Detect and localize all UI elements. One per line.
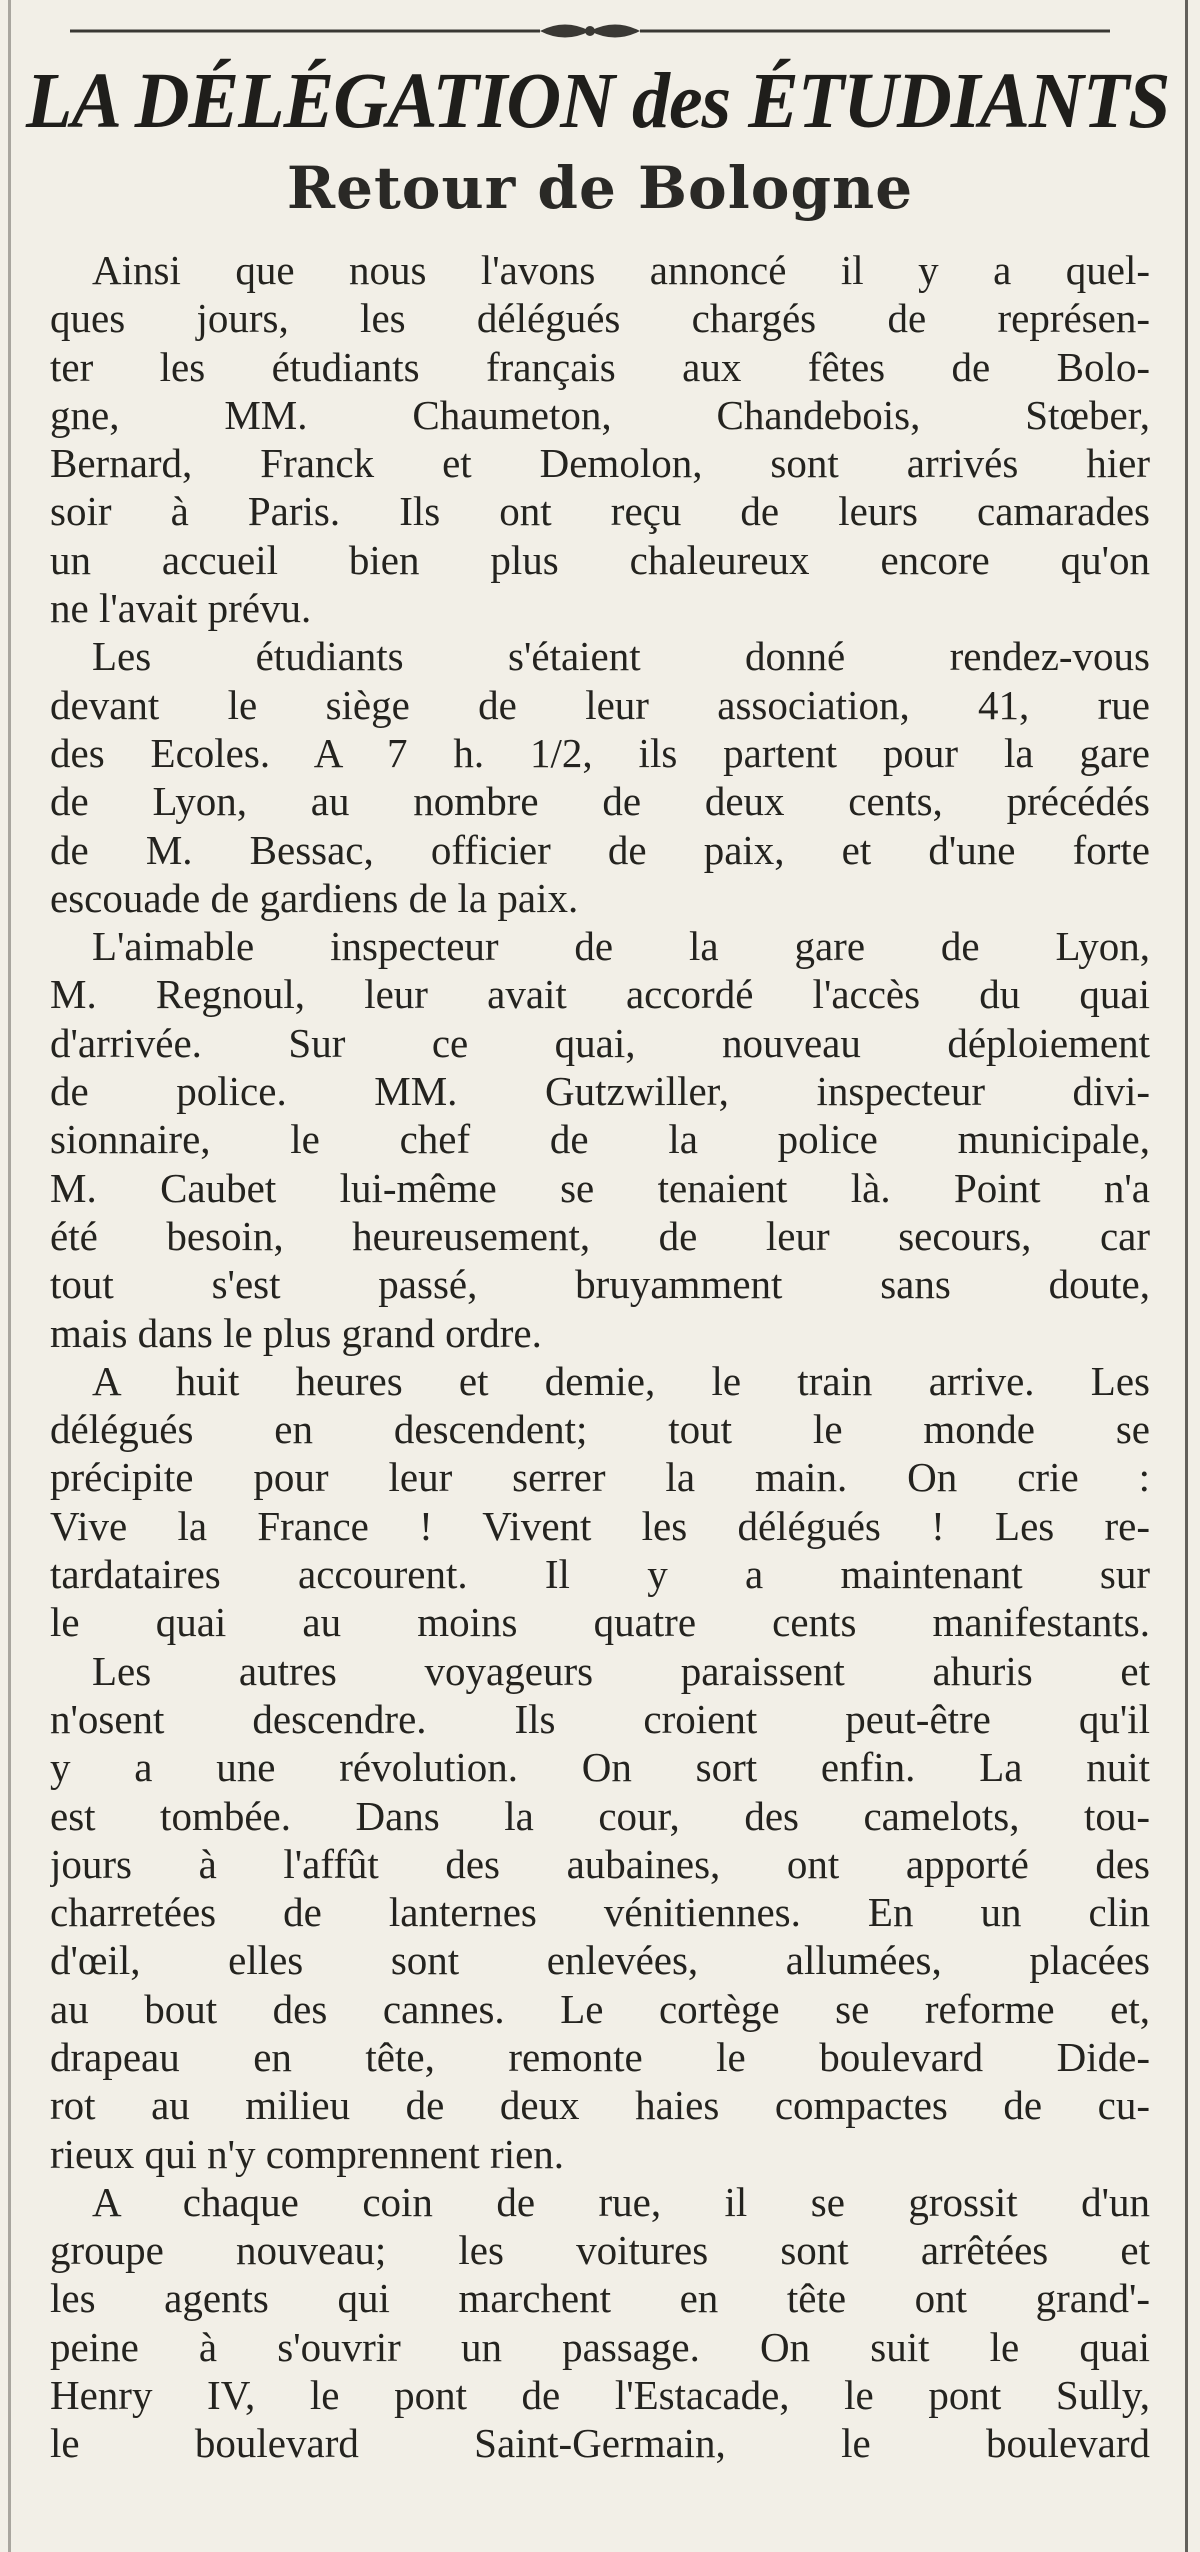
article-line: tardataires accourent. Il y a maintenant sur [50, 1551, 1150, 1598]
article-line: A chaque coin de rue, il se grossit d'un [92, 2178, 1150, 2225]
article-line: M. Caubet lui-même se tenaient là. Point n'a [50, 1164, 1150, 1211]
article-line: mais dans le plus grand ordre. [50, 1309, 542, 1356]
article-line: été besoin, heureusement, de leur secours, car [50, 1212, 1150, 1259]
article-line: Les étudiants s'étaient donné rendez-vous [92, 633, 1150, 680]
article-line: gne, MM. Chaumeton, Chandebois, Stœber, [50, 391, 1150, 438]
article-line: ter les étudiants français aux fêtes de Bolo- [50, 343, 1150, 390]
article-line: n'osent descendre. Ils croient peut-être qu'il [50, 1695, 1150, 1742]
left-column-rule [8, 0, 11, 2552]
article-line: délégués en descendent; tout le monde se [50, 1406, 1150, 1453]
article-body [50, 246, 1150, 2468]
article-line: Vive la France ! Vivent les délégués ! Les re- [50, 1502, 1150, 1549]
article-line: un accueil bien plus chaleureux encore qu'on [50, 536, 1150, 583]
article-line: rot au milieu de deux haies compactes de cu- [50, 2082, 1150, 2129]
article-line: au bout des cannes. Le cortège se reforme et, [50, 1985, 1150, 2032]
article-line: jours à l'affût des aubaines, ont apporté des [50, 1840, 1150, 1887]
article-line: de police. MM. Gutzwiller, inspecteur divi- [50, 1068, 1150, 1115]
article-line: Bernard, Franck et Demolon, sont arrivés hier [50, 440, 1150, 487]
headline: LA DÉLÉGATION des ÉTUDIANTS [26, 58, 1170, 145]
article-line: de M. Bessac, officier de paix, et d'une forte [50, 826, 1150, 873]
article-line: escouade de gardiens de la paix. [50, 874, 579, 921]
article-line: rieux qui n'y comprennent rien. [50, 2130, 565, 2177]
article-line: le quai au moins quatre cents manifestants. [50, 1599, 1150, 1646]
article-line: le boulevard Saint-Germain, le boulevard [50, 2420, 1150, 2467]
article-line: peine à s'ouvrir un passage. On suit le quai [50, 2323, 1150, 2370]
article-line: soir à Paris. Ils ont reçu de leurs camarades [50, 488, 1150, 535]
article-line: Les autres voyageurs paraissent ahuris et [92, 1647, 1150, 1694]
article-line: précipite pour leur serrer la main. On crie : [50, 1454, 1150, 1501]
right-column-rule [1185, 0, 1188, 2552]
article-line: ne l'avait prévu. [50, 585, 312, 632]
article-line: Ainsi que nous l'avons annoncé il y a quel- [92, 247, 1150, 293]
article-line: les agents qui marchent en tête ont grand'- [50, 2275, 1150, 2322]
article-line: Henry IV, le pont de l'Estacade, le pont Sully, [50, 2372, 1150, 2419]
headline-ornament-rule [70, 18, 1110, 44]
article-line: des Ecoles. A 7 h. 1/2, ils partent pour la gare [50, 729, 1150, 776]
article-line: ques jours, les délégués chargés de représen- [50, 295, 1150, 342]
article-line: sionnaire, le chef de la police municipale, [50, 1116, 1150, 1163]
article-line: A huit heures et demie, le train arrive. Les [92, 1357, 1150, 1404]
article-line: L'aimable inspecteur de la gare de Lyon, [92, 923, 1150, 970]
article-line: drapeau en tête, remonte le boulevard Dide- [50, 2033, 1150, 2080]
article-line: d'œil, elles sont enlevées, allumées, placées [50, 1937, 1150, 1984]
article-line: devant le siège de leur association, 41, rue [50, 681, 1150, 728]
article-line: charretées de lanternes vénitiennes. En un clin [50, 1889, 1150, 1936]
article-line: y a une révolution. On sort enfin. La nuit [50, 1744, 1150, 1791]
article-line: tout s'est passé, bruyamment sans doute, [50, 1261, 1150, 1308]
article-line: d'arrivée. Sur ce quai, nouveau déploiement [50, 1019, 1150, 1066]
article-line: de Lyon, au nombre de deux cents, précédés [50, 778, 1150, 825]
subheadline: Retour de Bologne [286, 154, 914, 222]
article-line: groupe nouveau; les voitures sont arrêtées et [50, 2227, 1150, 2274]
article-line: M. Regnoul, leur avait accordé l'accès du quai [50, 971, 1150, 1018]
article-line: est tombée. Dans la cour, des camelots, tou- [50, 1792, 1150, 1839]
